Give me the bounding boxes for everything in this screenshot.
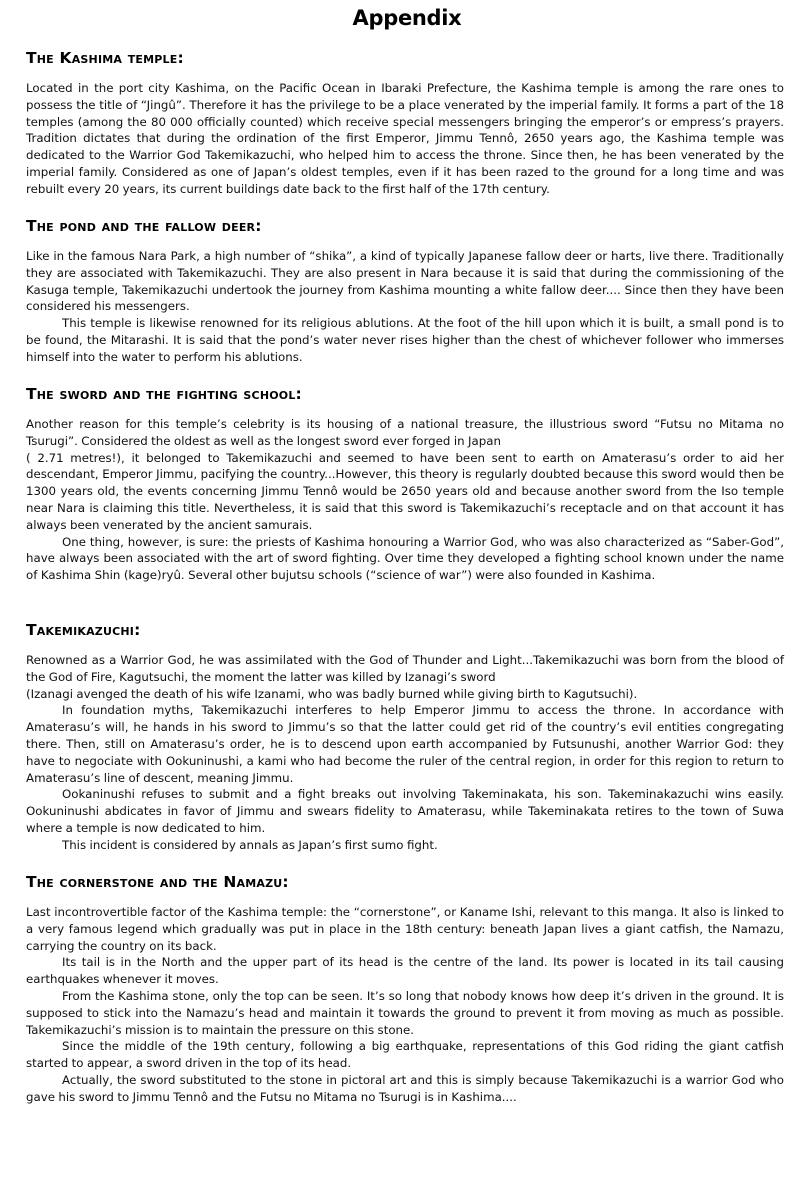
paragraph: One thing, however, is sure: the priests of Kashima honouring a Warrior God, who was also characterized as “Saber-God”, have always been associated with the art of sword fighting. Over time they developed a fighting school known under the name of Kashima Shin (kage)ryû. Several other bujutsu schools (“science of war”) were also founded in Kashima.	[26, 534, 784, 583]
paragraph: Last incontrovertible factor of the Kashima temple: the “cornerstone”, or Kaname Ishi, relevant to this manga. It also is linked to a very famous legend which gradually was put in place in the 18th century: beneath Japan lives a giant catfish, the Namazu, carrying the country on its back.	[26, 905, 784, 953]
paragraph: Ookaninushi refuses to submit and a fight breaks out involving Takeminakata, his son. Takeminakazuchi wins easily. Ookuninushi abdicates in favor of Jimmu and swears fidelity to Amaterasu, while Takeminakata retires to the town of Suwa where a temple is now dedicated to him.	[26, 787, 784, 835]
paragraph: Renowned as a Warrior God, he was assimilated with the God of Thunder and Light...Takemikazuchi was born from the blood of the God of Fire, Kagutsuchi, the moment the latter was killed by Izanagi’s sword (Izanagi avenged the death of his wife Izanami, who was badly burned while giving birth to Kagutsuchi).	[26, 653, 784, 701]
section-sword-school	[26, 384, 784, 584]
section-heading: The cornerstone and the Namazu:	[26, 873, 289, 891]
section-heading: Takemikazuchi:	[26, 621, 141, 639]
page-title: Appendix	[352, 6, 462, 30]
section-heading: The Kashima temple:	[26, 49, 184, 67]
paragraph: From the Kashima stone, only the top can be seen. It’s so long that nobody knows how deep it’s driven in the ground. It is supposed to stick into the Namazu’s head and maintain it towards the ground to prevent it from moving as much as possible. Takemikazuchi’s mission is to maintain the pressure on this stone.	[26, 988, 784, 1037]
section-cornerstone-namazu	[26, 872, 784, 1106]
section-takemikazuchi	[26, 620, 784, 854]
paragraph: Like in the famous Nara Park, a high number of “shika”, a kind of typically Japanese fallow deer or harts, live there. Traditionally they are associated with Takemikazuchi. They are also present in Nara because it is said that during the commissioning of the Kasuga temple, Takemikazuchi undertook the journey from Kashima mounting a white fallow deer.... Since then they have been considered his messengers.	[26, 249, 784, 314]
paragraph: This temple is likewise renowned for its religious ablutions. At the foot of the hill upon which it is built, a small pond is to be found, the Mitarashi. It is said that the pond’s water never rises higher than the chest of whichever follower who immerses himself into the water to perform his ablutions.	[26, 316, 784, 364]
paragraph: Another reason for this temple’s celebrity is its housing of a national treasure, the illustrious sword “Futsu no Mitama no Tsurugi”. Considered the oldest as well as the longest sword ever forged in Japan ( 2.71 metres!), it belonged to Takemikazuchi and seemed to have been sent to earth on Amaterasu’s order to aid her descendant, Emperor Jimmu, pacifying the country...However, this theory is regularly doubted because this sword would then be 1300 years old, the events concerning Jimmu Tennô would be 2650 years old and because another sword from the Iso temple near Nara is claiming this title. Nevertheless, it is said that this sword is Takemikazuchi’s receptacle and on that account it has always been venerated by the ancient samurais.	[26, 417, 784, 532]
paragraph: This incident is considered by annals as Japan’s first sumo fight.	[62, 837, 438, 852]
paragraph: Located in the port city Kashima, on the Pacific Ocean in Ibaraki Prefecture, the Kashima temple is among the rare ones to possess the title of “Jingû”. Therefore it has the privilege to be a place venerated by the imperial family. It forms a part of the 18 temples (among the 80 000 officially counted) which receive special messengers bringing the emperor’s or empress’s prayers. Tradition dictates that during the ordination of the first Emperor, Jimmu Tennô, 2650 years ago, the Kashima temple was dedicated to the Warrior God Takemikazuchi, who helped him to access the throne. Since then, he has been venerated by the imperial family. Considered as one of Japan’s oldest temples, even if it has been razed to the ground for a long time and was rebuilt every 20 years, its current buildings date back to the first half of the 17th century.	[26, 81, 784, 196]
section-heading: The pond and the fallow deer:	[26, 217, 262, 235]
section-kashima-temple	[26, 48, 784, 198]
paragraph: Its tail is in the North and the upper part of its head is the centre of the land. Its power is located in its tail causing earthquakes whenever it moves.	[26, 955, 784, 987]
section-pond-deer	[26, 216, 784, 366]
paragraph: In foundation myths, Takemikazuchi interferes to help Emperor Jimmu to access the throne. In accordance with Amaterasu’s will, he hands in his sword to Jimmu’s so that the latter could get rid of the country’s evil entities congregating there. Then, still on Amaterasu’s order, he is to descend upon earth accompanied by Futsunushi, another Warrior God: they have to negociate with Ookuninushi, a kami who had become the ruler of the central region, in order for this region to return to Amaterasu’s line of descent, meaning Jimmu.	[26, 703, 784, 785]
paragraph: Since the middle of the 19th century, following a big earthquake, representations of this God riding the giant catfish started to appear, a sword driven in the top of its head.	[26, 1039, 784, 1071]
section-heading: The sword and the fighting school:	[26, 385, 302, 403]
paragraph: Actually, the sword substituted to the stone in pictoral art and this is simply because Takemikazuchi is a warrior God who gave his sword to Jimmu Tennô and the Futsu no Mitama no Tsurugi is in Kashima....	[26, 1072, 784, 1104]
